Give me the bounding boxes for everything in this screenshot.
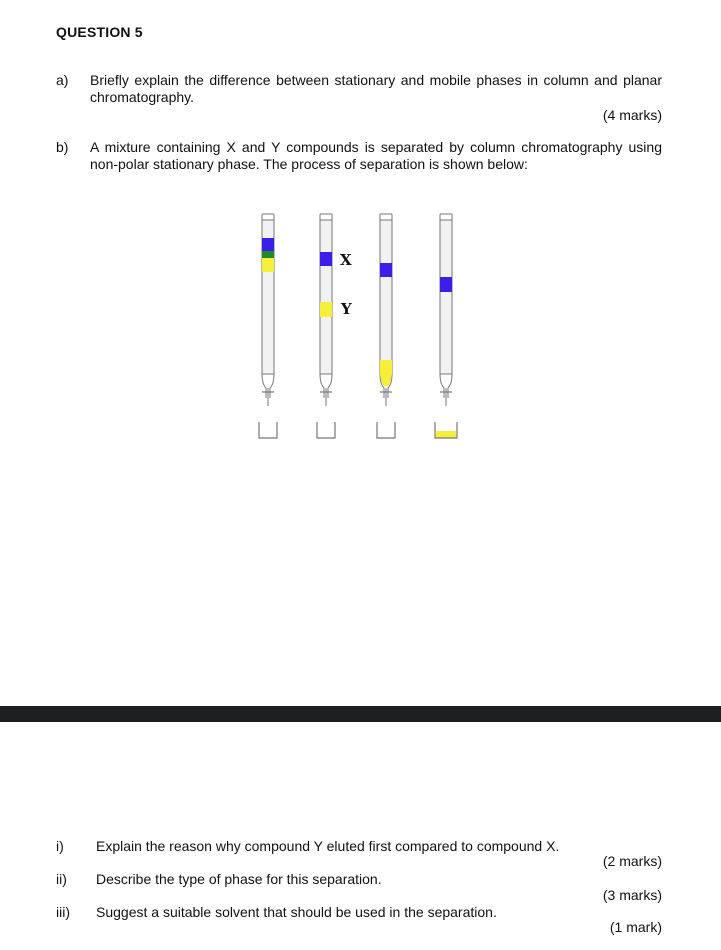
part-a-marks: (4 marks) <box>602 107 662 123</box>
collection-vessel-3 <box>377 422 395 438</box>
band-yellow-1 <box>262 258 274 272</box>
band-blue-3 <box>380 263 392 277</box>
subquestion-text: Explain the reason why compound Y eluted first compared to compound X. <box>96 838 560 854</box>
column-2 <box>320 214 332 406</box>
subquestion-text: Describe the type of phase for this separation. <box>96 871 382 887</box>
page-divider <box>0 706 721 722</box>
collection-vessel-1 <box>259 422 277 438</box>
band-blue-4 <box>440 277 452 292</box>
subquestion-marks: (3 marks) <box>602 887 662 903</box>
band-blue-1 <box>262 238 274 251</box>
column-4 <box>440 214 452 406</box>
subquestion-marks: (1 mark) <box>609 919 662 935</box>
column-3 <box>380 214 392 406</box>
part-b-text: A mixture containing X and Y compounds is separated by column chromatography using non-polar stationary phase. The process of separation is shown below: <box>90 139 662 172</box>
band-green-1 <box>262 251 274 258</box>
label-y: Y <box>341 300 352 318</box>
collection-vessel-2 <box>317 422 335 438</box>
part-b-label: b) <box>56 139 69 155</box>
subquestion-label: iii) <box>56 904 70 920</box>
subquestion-marks: (2 marks) <box>602 853 662 869</box>
question-title: QUESTION 5 <box>56 24 143 40</box>
band-yellow-2 <box>320 302 332 317</box>
column-1 <box>262 214 274 406</box>
label-x: X <box>340 251 352 269</box>
band-blue-2 <box>320 252 332 266</box>
band-yellow-3 <box>380 360 392 374</box>
subquestion-label: ii) <box>56 871 67 887</box>
subquestion-text: Suggest a suitable solvent that should be used in the separation. <box>96 904 497 920</box>
part-a-label: a) <box>56 72 69 88</box>
part-a-text: Briefly explain the difference between stationary and mobile phases in column and planar chromatography. <box>90 72 662 105</box>
subquestion-label: i) <box>56 838 64 854</box>
